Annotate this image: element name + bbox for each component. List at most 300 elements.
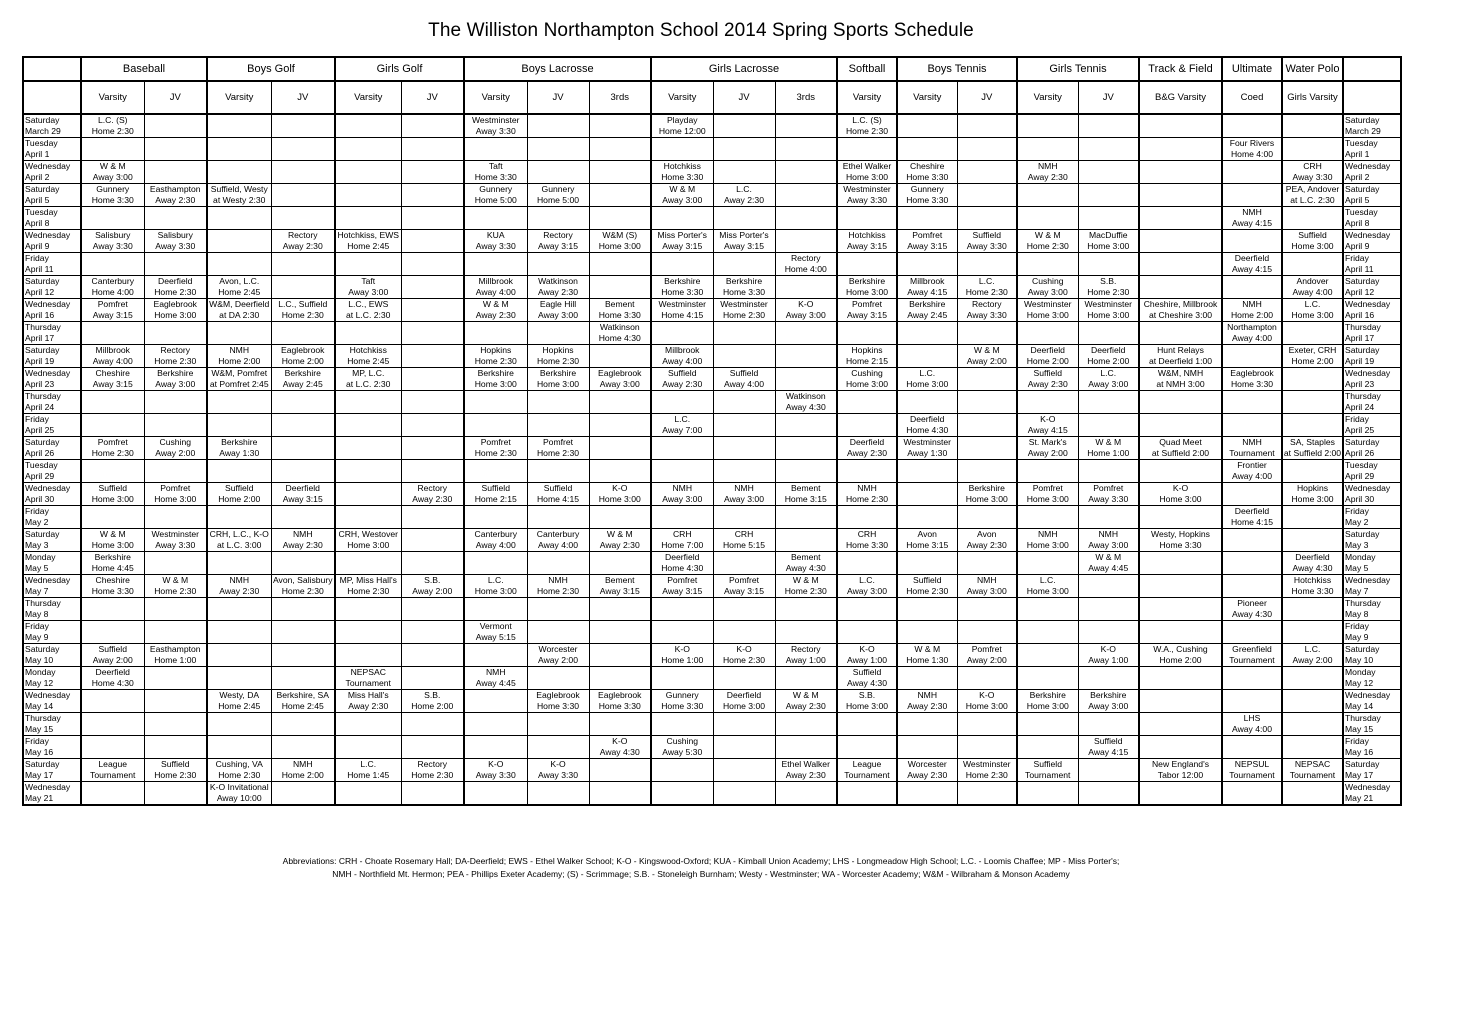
game-cell	[1139, 736, 1222, 759]
game-cell	[401, 690, 464, 713]
game-cell	[1078, 529, 1139, 552]
level-header: Varsity	[1017, 81, 1078, 114]
game-cell	[207, 782, 271, 806]
game-cell	[1222, 114, 1282, 138]
opponent: Hotchkiss	[848, 230, 886, 240]
schedule-row	[23, 138, 1401, 161]
game-cell	[1078, 184, 1139, 207]
venue-time: Home 4:00	[784, 264, 827, 274]
day-name: Wednesday	[1345, 690, 1391, 700]
game-cell	[335, 184, 401, 207]
game-cell	[837, 184, 897, 207]
game-cell	[527, 114, 589, 138]
game-cell	[1017, 230, 1078, 253]
date-label: April 5	[25, 195, 50, 205]
game-cell	[1078, 667, 1139, 690]
date-label: May 9	[1345, 632, 1369, 642]
venue-time: Home 1:00	[661, 655, 704, 665]
day-name: Tuesday	[1345, 138, 1378, 148]
game-cell	[464, 598, 527, 621]
opponent: K-O	[550, 759, 566, 769]
game-cell	[527, 207, 589, 230]
game-cell	[1017, 483, 1078, 506]
opponent: MP, Miss Hall's	[339, 575, 397, 585]
game-cell	[897, 161, 957, 184]
opponent: Pomfret	[728, 575, 760, 585]
game-cell	[207, 207, 271, 230]
row-date-left	[23, 506, 81, 529]
game-cell	[271, 114, 335, 138]
game-cell	[1222, 713, 1282, 736]
venue-time: Away 3:00	[1088, 540, 1129, 550]
opponent: Westminster	[903, 437, 952, 447]
opponent: Eaglebrook	[153, 299, 197, 309]
game-cell	[401, 207, 464, 230]
schedule-row	[23, 621, 1401, 644]
day-name: Wednesday	[25, 575, 71, 585]
venue-time: Home 1:30	[906, 655, 949, 665]
level-header: Varsity	[464, 81, 527, 114]
date-label: April 11	[1345, 264, 1374, 274]
game-cell	[527, 483, 589, 506]
game-cell	[589, 667, 651, 690]
opponent: Pomfret	[667, 575, 698, 585]
game-cell	[1017, 736, 1078, 759]
game-cell	[775, 391, 837, 414]
opponent: Suffield	[224, 483, 254, 493]
venue-time: Away 4:30	[1232, 609, 1272, 619]
opponent: W&M, Deerfield	[209, 299, 270, 309]
game-cell	[713, 345, 775, 368]
opponent: NMH	[672, 483, 693, 493]
date-label: May 14	[1345, 701, 1374, 711]
venue-time: Away 3:15	[662, 241, 703, 251]
game-cell	[271, 184, 335, 207]
game-cell	[271, 575, 335, 598]
venue-time: Home 7:00	[661, 540, 704, 550]
level-header: Varsity	[651, 81, 713, 114]
venue-time: Away 2:30	[282, 540, 323, 550]
opponent: S.B.	[858, 690, 876, 700]
opponent: Pomfret	[480, 437, 511, 447]
game-cell	[1017, 414, 1078, 437]
venue-time: Away 5:30	[662, 747, 703, 757]
game-cell	[81, 414, 144, 437]
game-cell	[81, 437, 144, 460]
date-label: May 8	[1345, 609, 1369, 619]
game-cell	[651, 345, 713, 368]
date-label: April 25	[1345, 425, 1375, 435]
opponent: Pomfret	[912, 230, 943, 240]
row-date-right	[1343, 161, 1401, 184]
opponent: W & M	[1095, 437, 1122, 447]
day-name: Tuesday	[1345, 207, 1378, 217]
row-date-left	[23, 575, 81, 598]
venue-time: Home 2:30	[218, 770, 261, 780]
game-cell	[1078, 782, 1139, 806]
venue-time: Away 1:00	[1088, 655, 1129, 665]
game-cell	[527, 690, 589, 713]
venue-time: Away 2:00	[966, 356, 1007, 366]
game-cell	[271, 736, 335, 759]
opponent: Gunnery	[665, 690, 699, 700]
opponent: Berkshire	[539, 368, 577, 378]
game-cell	[775, 276, 837, 299]
game-cell	[775, 621, 837, 644]
venue-time: Away 3:15	[599, 586, 640, 596]
venue-time: Away 4:00	[662, 356, 703, 366]
game-cell	[1017, 322, 1078, 345]
game-cell	[335, 437, 401, 460]
opponent: Cushing	[1031, 276, 1064, 286]
game-cell	[1078, 506, 1139, 529]
day-name: Tuesday	[25, 138, 58, 148]
game-cell	[1282, 161, 1343, 184]
game-cell	[1017, 552, 1078, 575]
opponent: L.C.	[859, 575, 875, 585]
row-date-left	[23, 345, 81, 368]
game-cell	[144, 552, 207, 575]
game-cell	[713, 299, 775, 322]
venue-time: Away 4:15	[1088, 747, 1129, 757]
sport-header: Girls Lacrosse	[651, 57, 837, 81]
venue-time: Tabor 12:00	[1157, 770, 1204, 780]
game-cell	[897, 667, 957, 690]
game-cell	[1017, 253, 1078, 276]
opponent: L.C.	[1100, 368, 1117, 378]
day-name: Saturday	[1345, 184, 1380, 194]
venue-time: Tournament	[1229, 448, 1275, 458]
game-cell	[207, 138, 271, 161]
game-cell	[651, 598, 713, 621]
game-cell	[464, 276, 527, 299]
game-cell	[1139, 391, 1222, 414]
game-cell	[1222, 759, 1282, 782]
opponent: Millbrook	[95, 345, 130, 355]
game-cell	[589, 114, 651, 138]
schedule-row	[23, 345, 1401, 368]
date-label: May 12	[1345, 678, 1374, 688]
game-cell	[1222, 322, 1282, 345]
game-cell	[1017, 161, 1078, 184]
date-label: May 10	[1345, 655, 1374, 665]
game-cell	[837, 736, 897, 759]
game-cell	[81, 759, 144, 782]
row-date-right	[1343, 391, 1401, 414]
opponent: W & M	[482, 299, 509, 309]
game-cell	[271, 299, 335, 322]
row-date-left	[23, 276, 81, 299]
game-cell	[837, 713, 897, 736]
schedule-row	[23, 184, 1401, 207]
schedule-row	[23, 253, 1401, 276]
game-cell	[207, 368, 271, 391]
game-cell	[897, 322, 957, 345]
game-cell	[464, 621, 527, 644]
venue-time: Away 2:00	[538, 655, 578, 665]
game-cell	[589, 713, 651, 736]
venue-time: Home 4:15	[536, 494, 580, 504]
venue-time: Away 10:00	[216, 793, 262, 803]
game-cell	[81, 276, 144, 299]
opponent: Deerfield	[1295, 552, 1330, 562]
venue-time: Home 2:00	[1159, 655, 1202, 665]
game-cell	[1282, 690, 1343, 713]
game-cell	[1139, 575, 1222, 598]
game-cell	[651, 391, 713, 414]
venue-time: Tournament	[844, 770, 890, 780]
game-cell	[1222, 736, 1282, 759]
schedule-row	[23, 230, 1401, 253]
game-cell	[271, 276, 335, 299]
game-cell	[897, 207, 957, 230]
row-date-left	[23, 713, 81, 736]
opponent: Pomfret	[97, 299, 128, 309]
venue-time: Home 4:15	[1230, 517, 1274, 527]
day-name: Thursday	[25, 391, 61, 401]
level-header: Varsity	[335, 81, 401, 114]
venue-time: Away 3:15	[907, 241, 948, 251]
opponent: W & M	[162, 575, 189, 585]
game-cell	[144, 621, 207, 644]
game-cell	[335, 368, 401, 391]
venue-time: Home 2:30	[536, 356, 580, 366]
game-cell	[1139, 345, 1222, 368]
game-cell	[1078, 736, 1139, 759]
venue-time: Away 4:00	[1232, 724, 1272, 734]
venue-time: Away 4:00	[724, 379, 764, 389]
date-label: May 9	[25, 632, 49, 642]
game-cell	[1222, 529, 1282, 552]
game-cell	[837, 276, 897, 299]
venue-time: Home 2:00	[411, 701, 454, 711]
game-cell	[144, 276, 207, 299]
game-cell	[713, 506, 775, 529]
game-cell	[335, 644, 401, 667]
day-name: Saturday	[1345, 759, 1380, 769]
opponent: Eaglebrook	[281, 345, 325, 355]
day-name: Wednesday	[25, 299, 71, 309]
opponent: Westminster	[471, 115, 520, 125]
date-label: April 9	[25, 241, 50, 251]
opponent: K-O	[798, 299, 814, 309]
game-cell	[837, 621, 897, 644]
date-label: May 15	[1345, 724, 1374, 734]
game-cell	[271, 713, 335, 736]
venue-time: Home 5:00	[536, 195, 580, 205]
venue-time: Away 3:30	[155, 241, 196, 251]
game-cell	[1139, 644, 1222, 667]
game-cell	[1282, 782, 1343, 806]
game-cell	[837, 575, 897, 598]
venue-time: Away 4:15	[1232, 264, 1272, 274]
venue-time: Home 3:30	[1159, 540, 1202, 550]
day-name: Wednesday	[1345, 782, 1391, 792]
game-cell	[527, 276, 589, 299]
venue-time: Away 2:00	[1292, 655, 1333, 665]
opponent: Worcester	[907, 759, 947, 769]
game-cell	[651, 575, 713, 598]
date-label: May 16	[25, 747, 54, 757]
game-cell	[81, 644, 144, 667]
game-cell	[837, 345, 897, 368]
row-date-right	[1343, 322, 1401, 345]
venue-time: Home 3:00	[722, 701, 766, 711]
venue-time: Home 2:30	[154, 586, 197, 596]
row-date-right	[1343, 184, 1401, 207]
schedule-row	[23, 552, 1401, 575]
opponent: League	[852, 759, 882, 769]
opponent: Deerfield	[1030, 345, 1065, 355]
game-cell	[1139, 460, 1222, 483]
game-cell	[957, 529, 1017, 552]
game-cell	[401, 345, 464, 368]
game-cell	[335, 460, 401, 483]
day-name: Wednesday	[25, 230, 71, 240]
venue-time: Home 3:00	[1291, 241, 1334, 251]
row-date-right	[1343, 667, 1401, 690]
game-cell	[837, 230, 897, 253]
game-cell	[1139, 621, 1222, 644]
game-cell	[897, 575, 957, 598]
date-label: April 24	[1345, 402, 1375, 412]
game-cell	[464, 690, 527, 713]
row-date-left	[23, 184, 81, 207]
row-date-right	[1343, 529, 1401, 552]
venue-time: Away 3:30	[92, 241, 133, 251]
game-cell	[651, 368, 713, 391]
venue-time: Away 2:00	[412, 586, 453, 596]
game-cell	[1222, 161, 1282, 184]
game-cell	[271, 506, 335, 529]
venue-time: at DA 2:30	[219, 310, 260, 320]
day-name: Thursday	[1345, 713, 1381, 723]
venue-time: Away 2:00	[1027, 448, 1068, 458]
row-date-right	[1343, 276, 1401, 299]
venue-time: Home 3:30	[91, 586, 134, 596]
venue-time: at Suffield 2:00	[1283, 448, 1342, 458]
game-cell	[335, 276, 401, 299]
game-cell	[401, 437, 464, 460]
game-cell	[144, 299, 207, 322]
game-cell	[837, 207, 897, 230]
venue-time: at L.C. 2:30	[1290, 195, 1335, 205]
level-header: Varsity	[81, 81, 144, 114]
game-cell	[1282, 114, 1343, 138]
game-cell	[1139, 598, 1222, 621]
row-date-right	[1343, 621, 1401, 644]
level-header: JV	[957, 81, 1017, 114]
game-cell	[144, 529, 207, 552]
game-cell	[144, 437, 207, 460]
row-date-left	[23, 552, 81, 575]
game-cell	[1139, 506, 1222, 529]
game-cell	[775, 368, 837, 391]
game-cell	[713, 368, 775, 391]
game-cell	[589, 253, 651, 276]
venue-time: Home 1:00	[154, 655, 197, 665]
game-cell	[271, 690, 335, 713]
game-cell	[957, 483, 1017, 506]
game-cell	[527, 713, 589, 736]
venue-time: Home 2:45	[347, 356, 390, 366]
day-name: Friday	[1345, 253, 1369, 263]
row-date-left	[23, 460, 81, 483]
game-cell	[207, 345, 271, 368]
game-cell	[1078, 322, 1139, 345]
level-header: Varsity	[207, 81, 271, 114]
opponent: W&M (S)	[602, 230, 638, 240]
game-cell	[81, 713, 144, 736]
game-cell	[589, 782, 651, 806]
game-cell	[1282, 253, 1343, 276]
venue-time: Away 4:30	[785, 563, 826, 573]
game-cell	[775, 161, 837, 184]
game-cell	[271, 529, 335, 552]
game-cell	[775, 529, 837, 552]
venue-time: Away 4:00	[475, 287, 516, 297]
row-date-right	[1343, 437, 1401, 460]
opponent: Frontier	[1237, 460, 1267, 470]
venue-time: Home 2:00	[218, 494, 261, 504]
venue-time: Home 2:30	[722, 655, 766, 665]
venue-time: Home 2:15	[474, 494, 517, 504]
schedule-row	[23, 690, 1401, 713]
game-cell	[957, 575, 1017, 598]
venue-time: Home 4:45	[91, 563, 134, 573]
venue-time: Home 3:00	[1159, 494, 1202, 504]
game-cell	[401, 575, 464, 598]
game-cell	[775, 184, 837, 207]
game-cell	[651, 483, 713, 506]
level-header: B&G Varsity	[1139, 81, 1222, 114]
game-cell	[81, 736, 144, 759]
opponent: Hotchkiss, EWS	[337, 230, 400, 240]
opponent: W.A., Cushing	[1153, 644, 1208, 654]
row-date-left	[23, 598, 81, 621]
venue-time: Home 3:00	[474, 586, 517, 596]
game-cell	[81, 368, 144, 391]
game-cell	[957, 253, 1017, 276]
day-name: Tuesday	[25, 207, 58, 217]
opponent: Easthampton	[149, 644, 201, 654]
game-cell	[1078, 575, 1139, 598]
row-date-left	[23, 114, 81, 138]
opponent: Pomfret	[97, 437, 128, 447]
game-cell	[775, 460, 837, 483]
game-cell	[81, 460, 144, 483]
opponent: Hunt Relays	[1157, 345, 1204, 355]
venue-time: at NMH 3:00	[1156, 379, 1205, 389]
game-cell	[401, 621, 464, 644]
venue-time: Away 2:00	[966, 655, 1007, 665]
game-cell	[271, 207, 335, 230]
game-cell	[1282, 138, 1343, 161]
venue-time: Home 2:30	[347, 586, 390, 596]
opponent: Suffield	[160, 759, 190, 769]
game-cell	[775, 575, 837, 598]
game-cell	[81, 575, 144, 598]
game-cell	[651, 736, 713, 759]
game-cell	[1282, 345, 1343, 368]
game-cell	[713, 230, 775, 253]
game-cell	[1078, 713, 1139, 736]
opponent: MacDuffie	[1088, 230, 1128, 240]
game-cell	[1282, 184, 1343, 207]
game-cell	[1017, 460, 1078, 483]
game-cell	[713, 667, 775, 690]
game-cell	[589, 506, 651, 529]
